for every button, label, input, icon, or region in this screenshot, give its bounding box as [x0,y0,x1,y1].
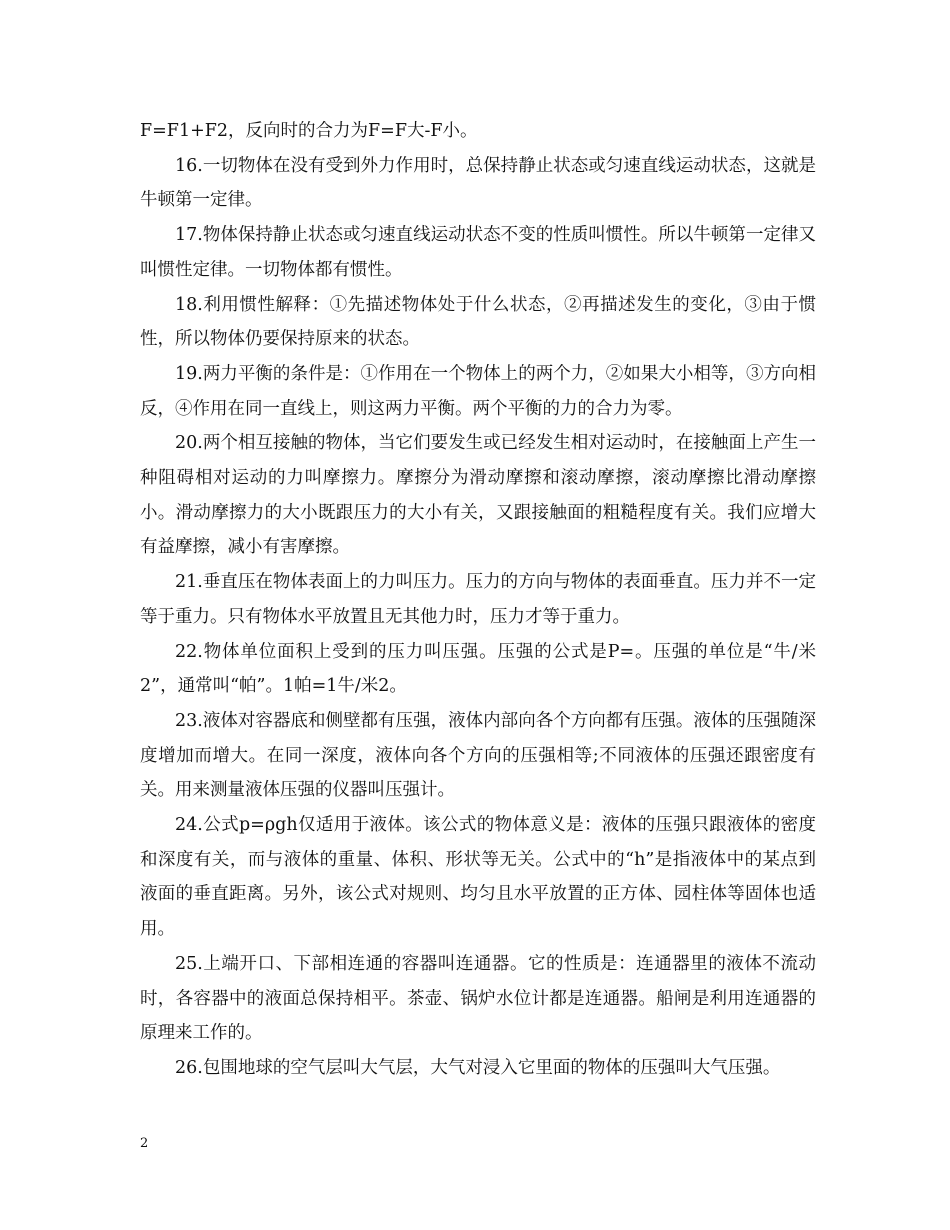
paragraph-item-26: 26.包围地球的空气层叫大气层，大气对浸入它里面的物体的压强叫大气压强。 [175,1057,781,1078]
paragraph-item-22: 22.物体单位面积上受到的压力叫压强。压强的公式是P=。压强的单位是“牛/米2”，通常叫“帕”。1帕=1牛/米2。 [140,641,816,697]
page-number: 2 [140,1136,149,1151]
paragraph-item-19: 19.两力平衡的条件是：①作用在一个物体上的两个力，②如果大小相等，③方向相反，④作用在同一直线上，则这两力平衡。两个平衡的力的合力为零。 [140,363,816,419]
paragraph-continuation: F=F1+F2，反向时的合力为F=F大-F小。 [140,121,478,141]
paragraph-item-17: 17.物体保持静止状态或匀速直线运动状态不变的性质叫惯性。所以牛顿第一定律又叫惯性定律。一切物体都有惯性。 [140,225,816,280]
body-text [140,114,816,1086]
paragraph-item-23: 23.液体对容器底和侧壁都有压强，液体内部向各个方向都有压强。液体的压强随深度增加而增大。在同一深度，液体向各个方向的压强相等;不同液体的压强还跟密度有关。用来测量液体压强的仪器叫压强计。 [140,710,816,801]
paragraph-item-18: 18.利用惯性解释：①先描述物体处于什么状态，②再描述发生的变化，③由于惯性，所以物体仍要保持原来的状态。 [140,294,816,350]
paragraph-item-20: 20.两个相互接触的物体，当它们要发生或已经发生相对运动时，在接触面上产生一种阻碍相对运动的力叫摩擦力。摩擦分为滑动摩擦和滚动摩擦，滚动摩擦比滑动摩擦小。滑动摩擦力的大小既跟压力的大小有关，又跟接触面的粗糙程度有关。我们应增大有益摩擦，减小有害摩擦。 [140,433,816,558]
paragraph-item-24: 24.公式p=ρgh仅适用于液体。该公式的物体意义是：液体的压强只跟液体的密度和深度有关，而与液体的重量、体积、形状等无关。公式中的“h”是指液体中的某点到液面的垂直距离。另外，该公式对规则、均匀且水平放置的正方体、园柱体等固体也适用。 [140,815,816,940]
paragraph-item-21: 21.垂直压在物体表面上的力叫压力。压力的方向与物体的表面垂直。压力并不一定等于重力。只有物体水平放置且无其他力时，压力才等于重力。 [140,572,816,627]
paragraph-item-25: 25.上端开口、下部相连通的容器叫连通器。它的性质是：连通器里的液体不流动时，各容器中的液面总保持相平。茶壶、锅炉水位计都是连通器。船闸是利用连通器的原理来工作的。 [140,953,816,1044]
paragraph-item-16: 16.一切物体在没有受到外力作用时，总保持静止状态或匀速直线运动状态，这就是牛顿第一定律。 [140,155,816,211]
